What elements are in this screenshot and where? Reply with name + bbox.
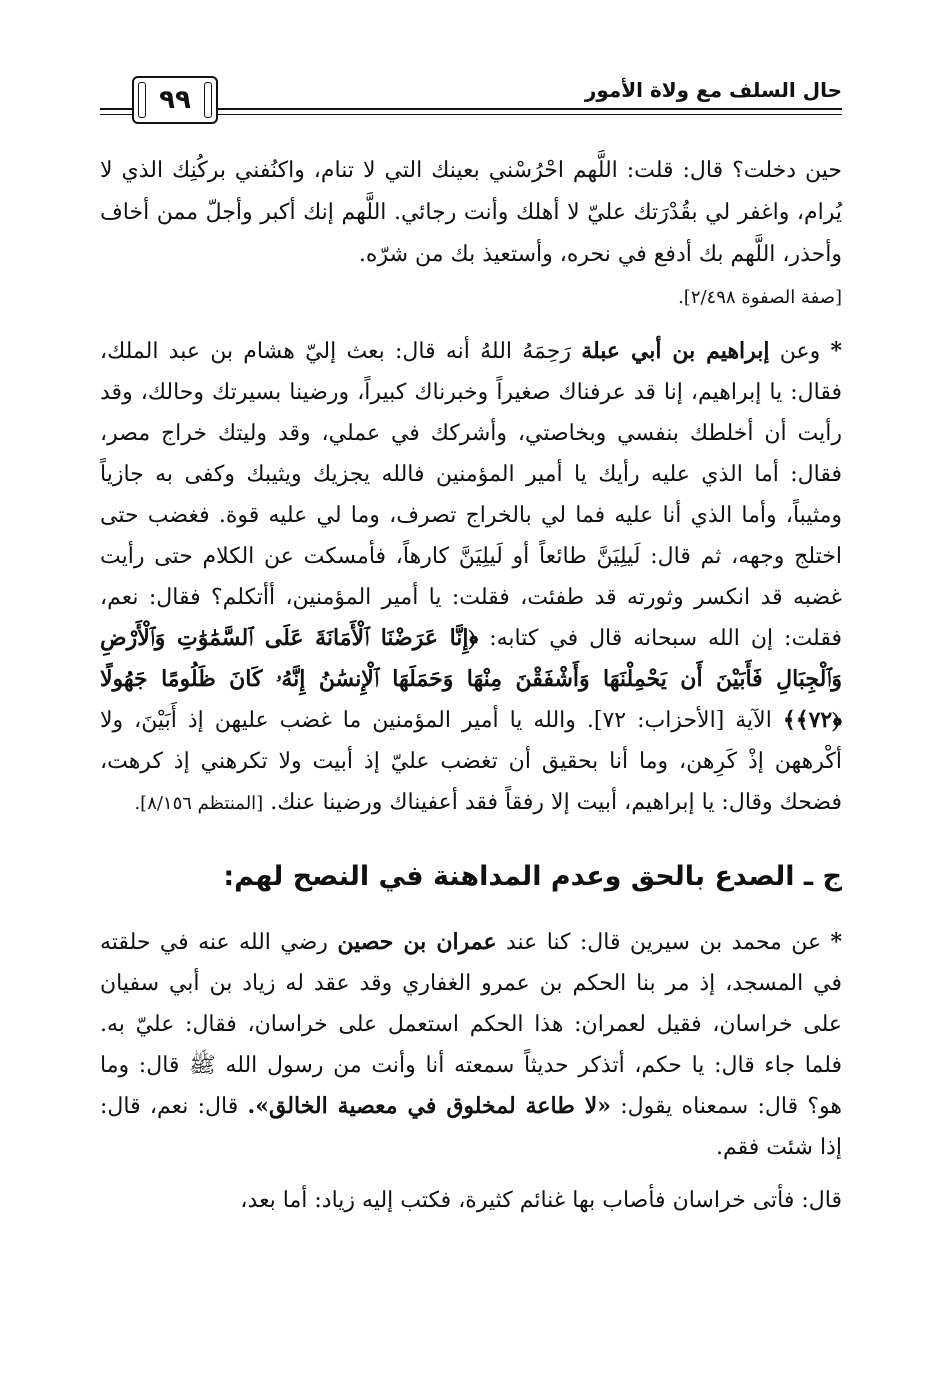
paragraph-3 bbox=[100, 922, 842, 1168]
paragraph-1-reference: [صفة الصفوة ٢/٤٩٨]. bbox=[678, 287, 842, 308]
paragraph-4 bbox=[100, 1180, 842, 1222]
paragraph-2-text-1: أنه قال: بعث إليّ هشام بن عبد الملك، فقال: يا إبراهيم، إنا قد عرفناك صغيراً وخبرناك كبيراً، ورضينا بسيرتك وحالك، وقد رأيت أن أخلطك بنفسي وبخاصتي، وأشركك في عملي، وقد وليتك خراج مصر، فقال: أما الذي عليه رأيك يا أمير المؤمنين فالله يجزيك ويثيبك وكفى به جازياً ومثيباً، وأما الذي أنا عليه فما لي بالخراج تصرف، وما لي عليه قوة. فغضب حتى اختلج وجهه، ثم قال: لَيلِيَنَّ طائعاً أو لَيلِيَنَّ كارهاً، فأمسكت عن الكلام حتى رأيت غضبه قد انكسر وثورته قد طفئت، فقلت: يا أمير المؤمنين، أأتكلم؟ فقال: نعم، فقلت: إن الله سبحانه قال في كتابه: bbox=[100, 339, 842, 651]
paragraph-3-name: عمران بن حصين bbox=[337, 929, 497, 955]
paragraph-2-reference: [المنتظم ٨/١٥٦]. bbox=[134, 793, 264, 814]
quran-verse: ﴿إِنَّا عَرَضْنَا ٱلْأَمَانَةَ عَلَى ٱلسَّمَٰوَٰتِ وَٱلْأَرْضِ وَٱلْجِبَالِ فَأَبَيْنَ أَن يَحْمِلْنَهَا وَأَشْفَقْنَ مِنْهَا وَحَمَلَهَا ٱلْإِنسَٰنُ إِنَّهُۥ كَانَ ظَلُومًا جَهُولًا ﴿٧٢﴾﴾ bbox=[100, 625, 842, 733]
paragraph-3-honorific: رضي الله عنه bbox=[198, 930, 328, 955]
paragraph-2 bbox=[100, 331, 842, 824]
hadith-quote: «لا طاعة لمخلوق في معصية الخالق». bbox=[247, 1093, 611, 1119]
paragraph-2-honorific: رَحِمَهُ اللهُ bbox=[480, 339, 571, 364]
paragraph-2-intro: وعن bbox=[779, 339, 821, 364]
page-header bbox=[100, 70, 842, 130]
page-number-text: ٩٩ bbox=[159, 85, 191, 115]
paragraph-1 bbox=[100, 150, 842, 319]
running-title: حال السلف مع ولاة الأمور bbox=[584, 78, 842, 102]
page-number bbox=[132, 76, 218, 124]
paragraph-3-text-1: عن محمد بن سيرين قال: كنا عند bbox=[506, 930, 822, 955]
paragraph-2-star: * bbox=[830, 338, 843, 364]
paragraph-2-text-2: الآية [الأحزاب: ٧٢]. والله يا أمير المؤمنين ما غضب عليهن إذ أَبَيْنَ، ولا أكْرههن إذْ كَرِهن، وما أنا بحقيق أن تغضب عليّ إذ أبيت ولا تكرهني إذ كرهت، فضحك وقال: يا إبراهيم، أبيت إلا رفقاً فقد أعفيناك ورضينا عنك. bbox=[100, 708, 842, 815]
paragraph-2-name: إبراهيم بن أبي عبلة bbox=[581, 338, 770, 364]
paragraph-3-text-2: في حلقته في المسجد، إذ مر بنا الحكم بن عمرو الغفاري وقد عقد له زياد بن أبي سفيان على خراسان، فقيل لعمران: هذا الحكم استعمل على خراسان، فقال: عليّ به. فلما جاء قال: يا حكم، أتذكر حديثاً سمعته أنا وأنت من رسول الله ﷺ قال: وما هو؟ قال: سمعناه يقول: bbox=[100, 930, 842, 1119]
section-heading: ج ـ الصدع بالحق وعدم المداهنة في النصح لهم: bbox=[223, 861, 842, 892]
paragraph-4-text: قال: فأتى خراسان فأصاب بها غنائم كثيرة، فكتب إليه زياد: أما بعد، bbox=[240, 1188, 842, 1213]
paragraph-1-text: حين دخلت؟ قال: قلت: اللَّهم احْرُسْني بعينك التي لا تنام، واكنُفني بركُنِك الذي لا يُرام، واغفر لي بقُدْرَتك عليّ لا أهلك وأنت رجائي. اللَّهم إنك أكبر وأجلّ ممن أخاف وأحذر، اللَّهم بك أدفع في نحره، وأستعيذ بك من شرّه. bbox=[100, 158, 842, 267]
paragraph-3-text-3: قال: نعم، قال: إذا شئت فقم. bbox=[100, 1094, 842, 1160]
page-body bbox=[100, 150, 842, 1222]
paragraph-3-star: * bbox=[830, 929, 843, 955]
